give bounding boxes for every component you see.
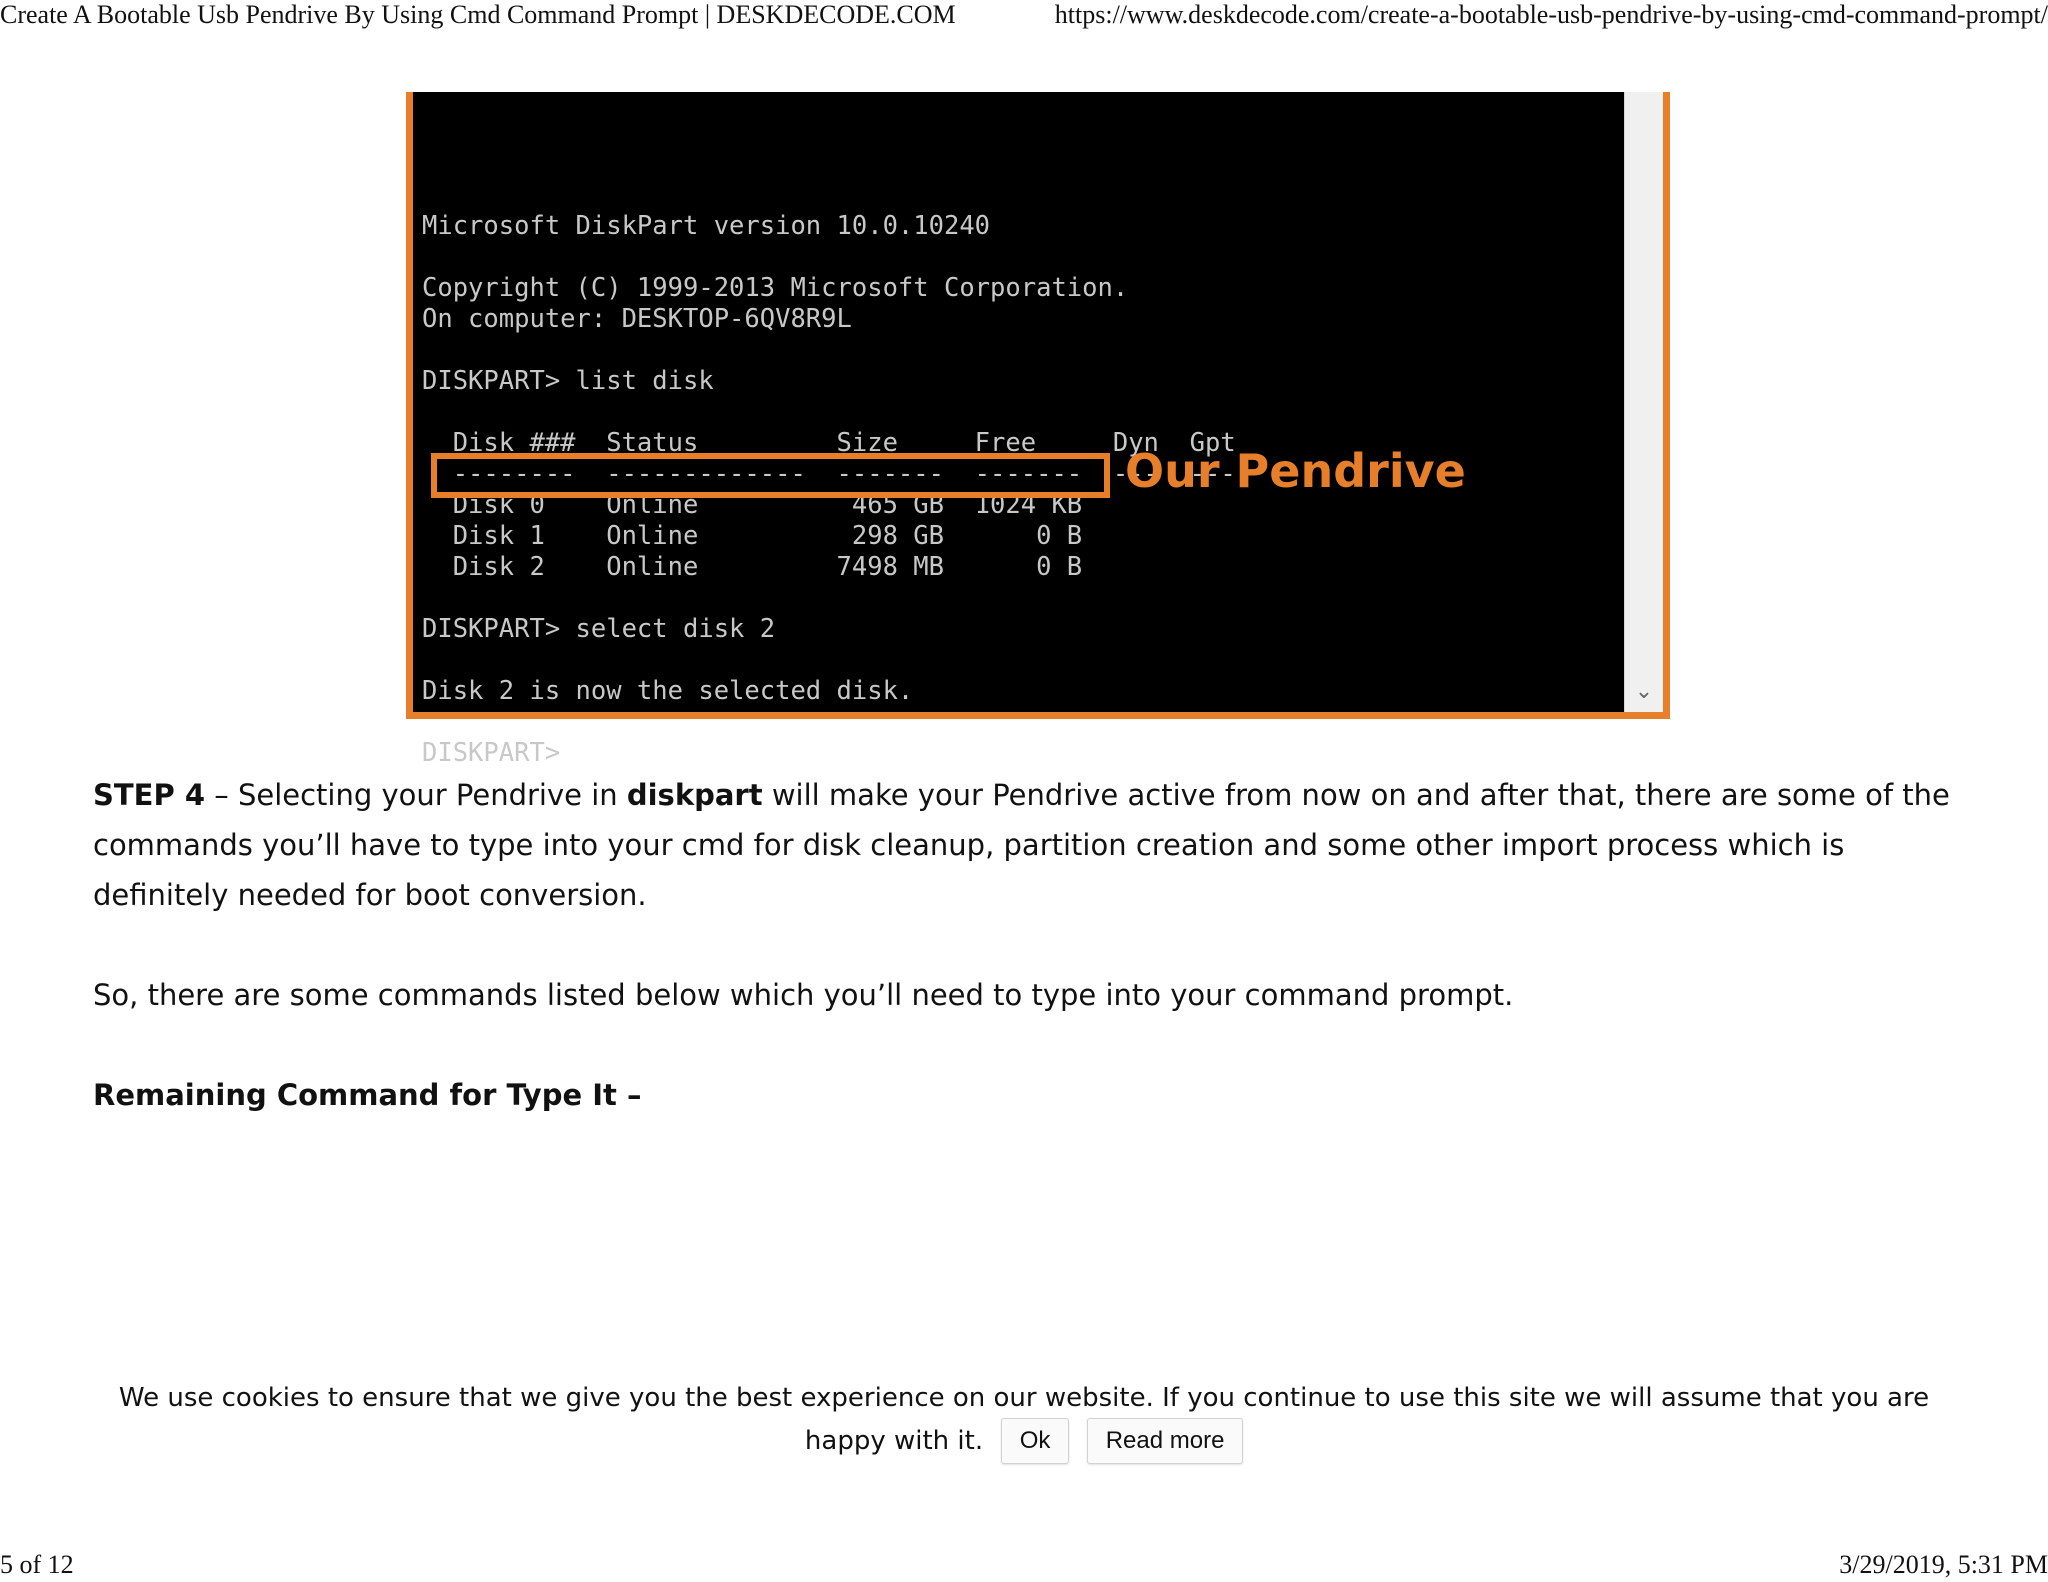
step-line-1 xyxy=(93,770,1957,820)
chevron-down-icon[interactable]: ⌄ xyxy=(1634,679,1654,704)
page-url: https://www.deskdecode.com/create-a-bootable-usb-pendrive-by-using-cmd-command-prompt/ xyxy=(1054,0,2048,29)
terminal-line: Microsoft DiskPart version 10.0.10240 xyxy=(422,211,991,241)
diskpart-bold: diskpart xyxy=(626,778,763,812)
print-datetime: 3/29/2019, 5:31 PM xyxy=(1839,1550,2048,1579)
terminal-scrollbar[interactable] xyxy=(1624,92,1663,712)
remaining-commands-heading: Remaining Command for Type It – xyxy=(93,1078,642,1112)
terminal-line: -------- ------------- ------- ------- --- --- xyxy=(422,459,1236,489)
cookie-read-more-button[interactable]: Read more xyxy=(1087,1418,1243,1464)
terminal-line: Disk ### Status Size Free Dyn Gpt xyxy=(422,428,1236,458)
terminal-line: Disk 0 Online 465 GB 1024 KB xyxy=(422,490,1083,520)
diskpart-screenshot xyxy=(406,92,1670,768)
pendrive-callout: Our Pendrive xyxy=(1125,444,1466,498)
page-number: 5 of 12 xyxy=(0,1550,74,1579)
terminal-line: Disk 2 is now the selected disk. xyxy=(422,676,914,706)
step-line-3: definitely needed for boot conversion. xyxy=(93,878,647,912)
terminal-line: On computer: DESKTOP-6QV8R9L xyxy=(422,304,852,334)
cookie-text-line1: We use cookies to ensure that we give you the best experience on our website. If you continue to use this site we will assume that you are xyxy=(118,1383,1930,1413)
print-header xyxy=(0,0,2048,34)
terminal-line: DISKPART> xyxy=(422,738,561,768)
terminal-line: Disk 2 Online 7498 MB 0 B xyxy=(422,552,1083,582)
terminal-line: Copyright (C) 1999-2013 Microsoft Corporation. xyxy=(422,273,1129,303)
step-text: – Selecting your Pendrive in xyxy=(205,778,627,812)
terminal-line: DISKPART> list disk xyxy=(422,366,714,396)
cookie-text-line2: happy with it. xyxy=(804,1426,984,1456)
step-text: will make your Pendrive active from now on and after that, there are some of the xyxy=(762,778,1950,812)
step-4-paragraph xyxy=(93,770,1957,920)
pendrive-highlight-box xyxy=(431,453,1110,498)
step-label: STEP 4 xyxy=(93,778,206,812)
terminal-line: Disk 1 Online 298 GB 0 B xyxy=(422,521,1083,551)
commands-intro: So, there are some commands listed below which you’ll need to type into your command prompt. xyxy=(93,978,1514,1012)
terminal-line: DISKPART> select disk 2 xyxy=(422,614,776,644)
page-title: Create A Bootable Usb Pendrive By Using Cmd Command Prompt | DESKDECODE.COM xyxy=(0,0,956,29)
step-line-2: commands you’ll have to type into your cmd for disk cleanup, partition creation and some other import process which is xyxy=(93,828,1845,862)
cookie-line2 xyxy=(805,1418,1243,1464)
terminal-output xyxy=(413,92,1625,768)
cookie-ok-button[interactable]: Ok xyxy=(1001,1418,1069,1464)
print-footer xyxy=(0,1550,2048,1582)
cookie-banner xyxy=(100,1378,1948,1464)
